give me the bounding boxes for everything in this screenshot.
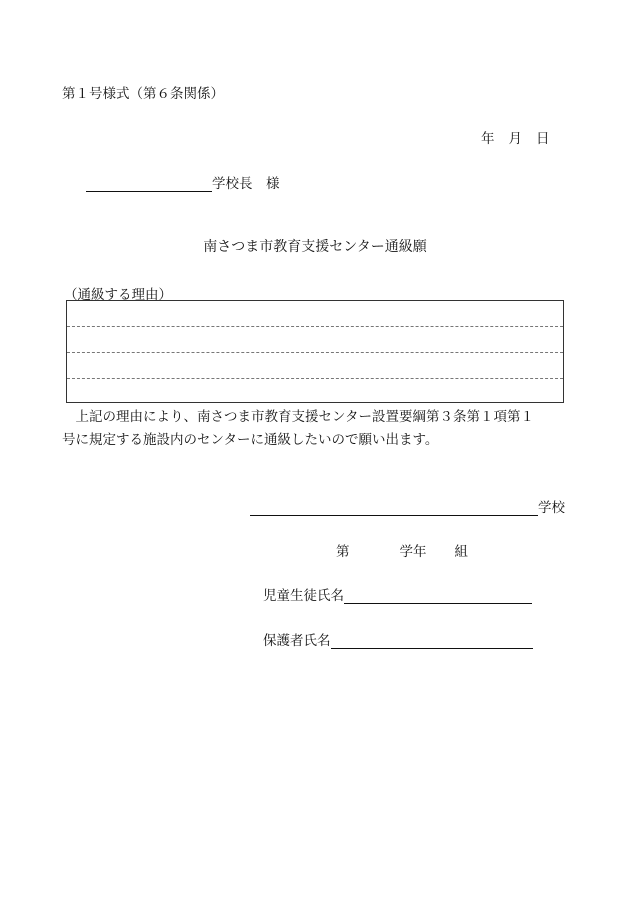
date-year: 年 bbox=[481, 131, 495, 147]
guardian-name-blank[interactable] bbox=[331, 634, 533, 649]
request-line-1: 上記の理由により、南さつま市教育支援センター設置要綱第３条第１項第１ bbox=[62, 409, 534, 425]
date-line bbox=[481, 127, 550, 147]
guardian-name-label: 保護者氏名 bbox=[263, 633, 331, 649]
school-line bbox=[250, 496, 565, 516]
reason-box[interactable] bbox=[66, 300, 564, 403]
request-line-2: 号に規定する施設内のセンターに通級したいので願い出ます。 bbox=[62, 432, 439, 448]
school-blank[interactable] bbox=[250, 501, 538, 516]
grade-prefix: 第 bbox=[336, 544, 350, 560]
student-name-line bbox=[263, 584, 532, 604]
document-title: 南さつま市教育支援センター通級願 bbox=[203, 239, 427, 255]
date-day: 日 bbox=[536, 131, 550, 147]
grade-class-line bbox=[336, 540, 468, 560]
addressee-suffix: 学校長 様 bbox=[212, 176, 280, 192]
reason-line bbox=[67, 352, 563, 353]
guardian-name-line bbox=[263, 629, 533, 649]
class-label: 組 bbox=[454, 544, 468, 560]
school-name-blank[interactable] bbox=[86, 177, 212, 192]
reason-line bbox=[67, 378, 563, 379]
reason-label: （通級する理由） bbox=[64, 287, 172, 303]
student-name-label: 児童生徒氏名 bbox=[263, 588, 344, 604]
reason-line bbox=[67, 326, 563, 327]
grade-label: 学年 bbox=[399, 544, 427, 560]
student-name-blank[interactable] bbox=[344, 589, 532, 604]
date-month: 月 bbox=[508, 131, 522, 147]
form-number: 第１号様式（第６条関係） bbox=[62, 86, 224, 102]
addressee-line bbox=[86, 172, 280, 192]
request-statement bbox=[62, 406, 572, 452]
school-suffix: 学校 bbox=[538, 500, 565, 516]
